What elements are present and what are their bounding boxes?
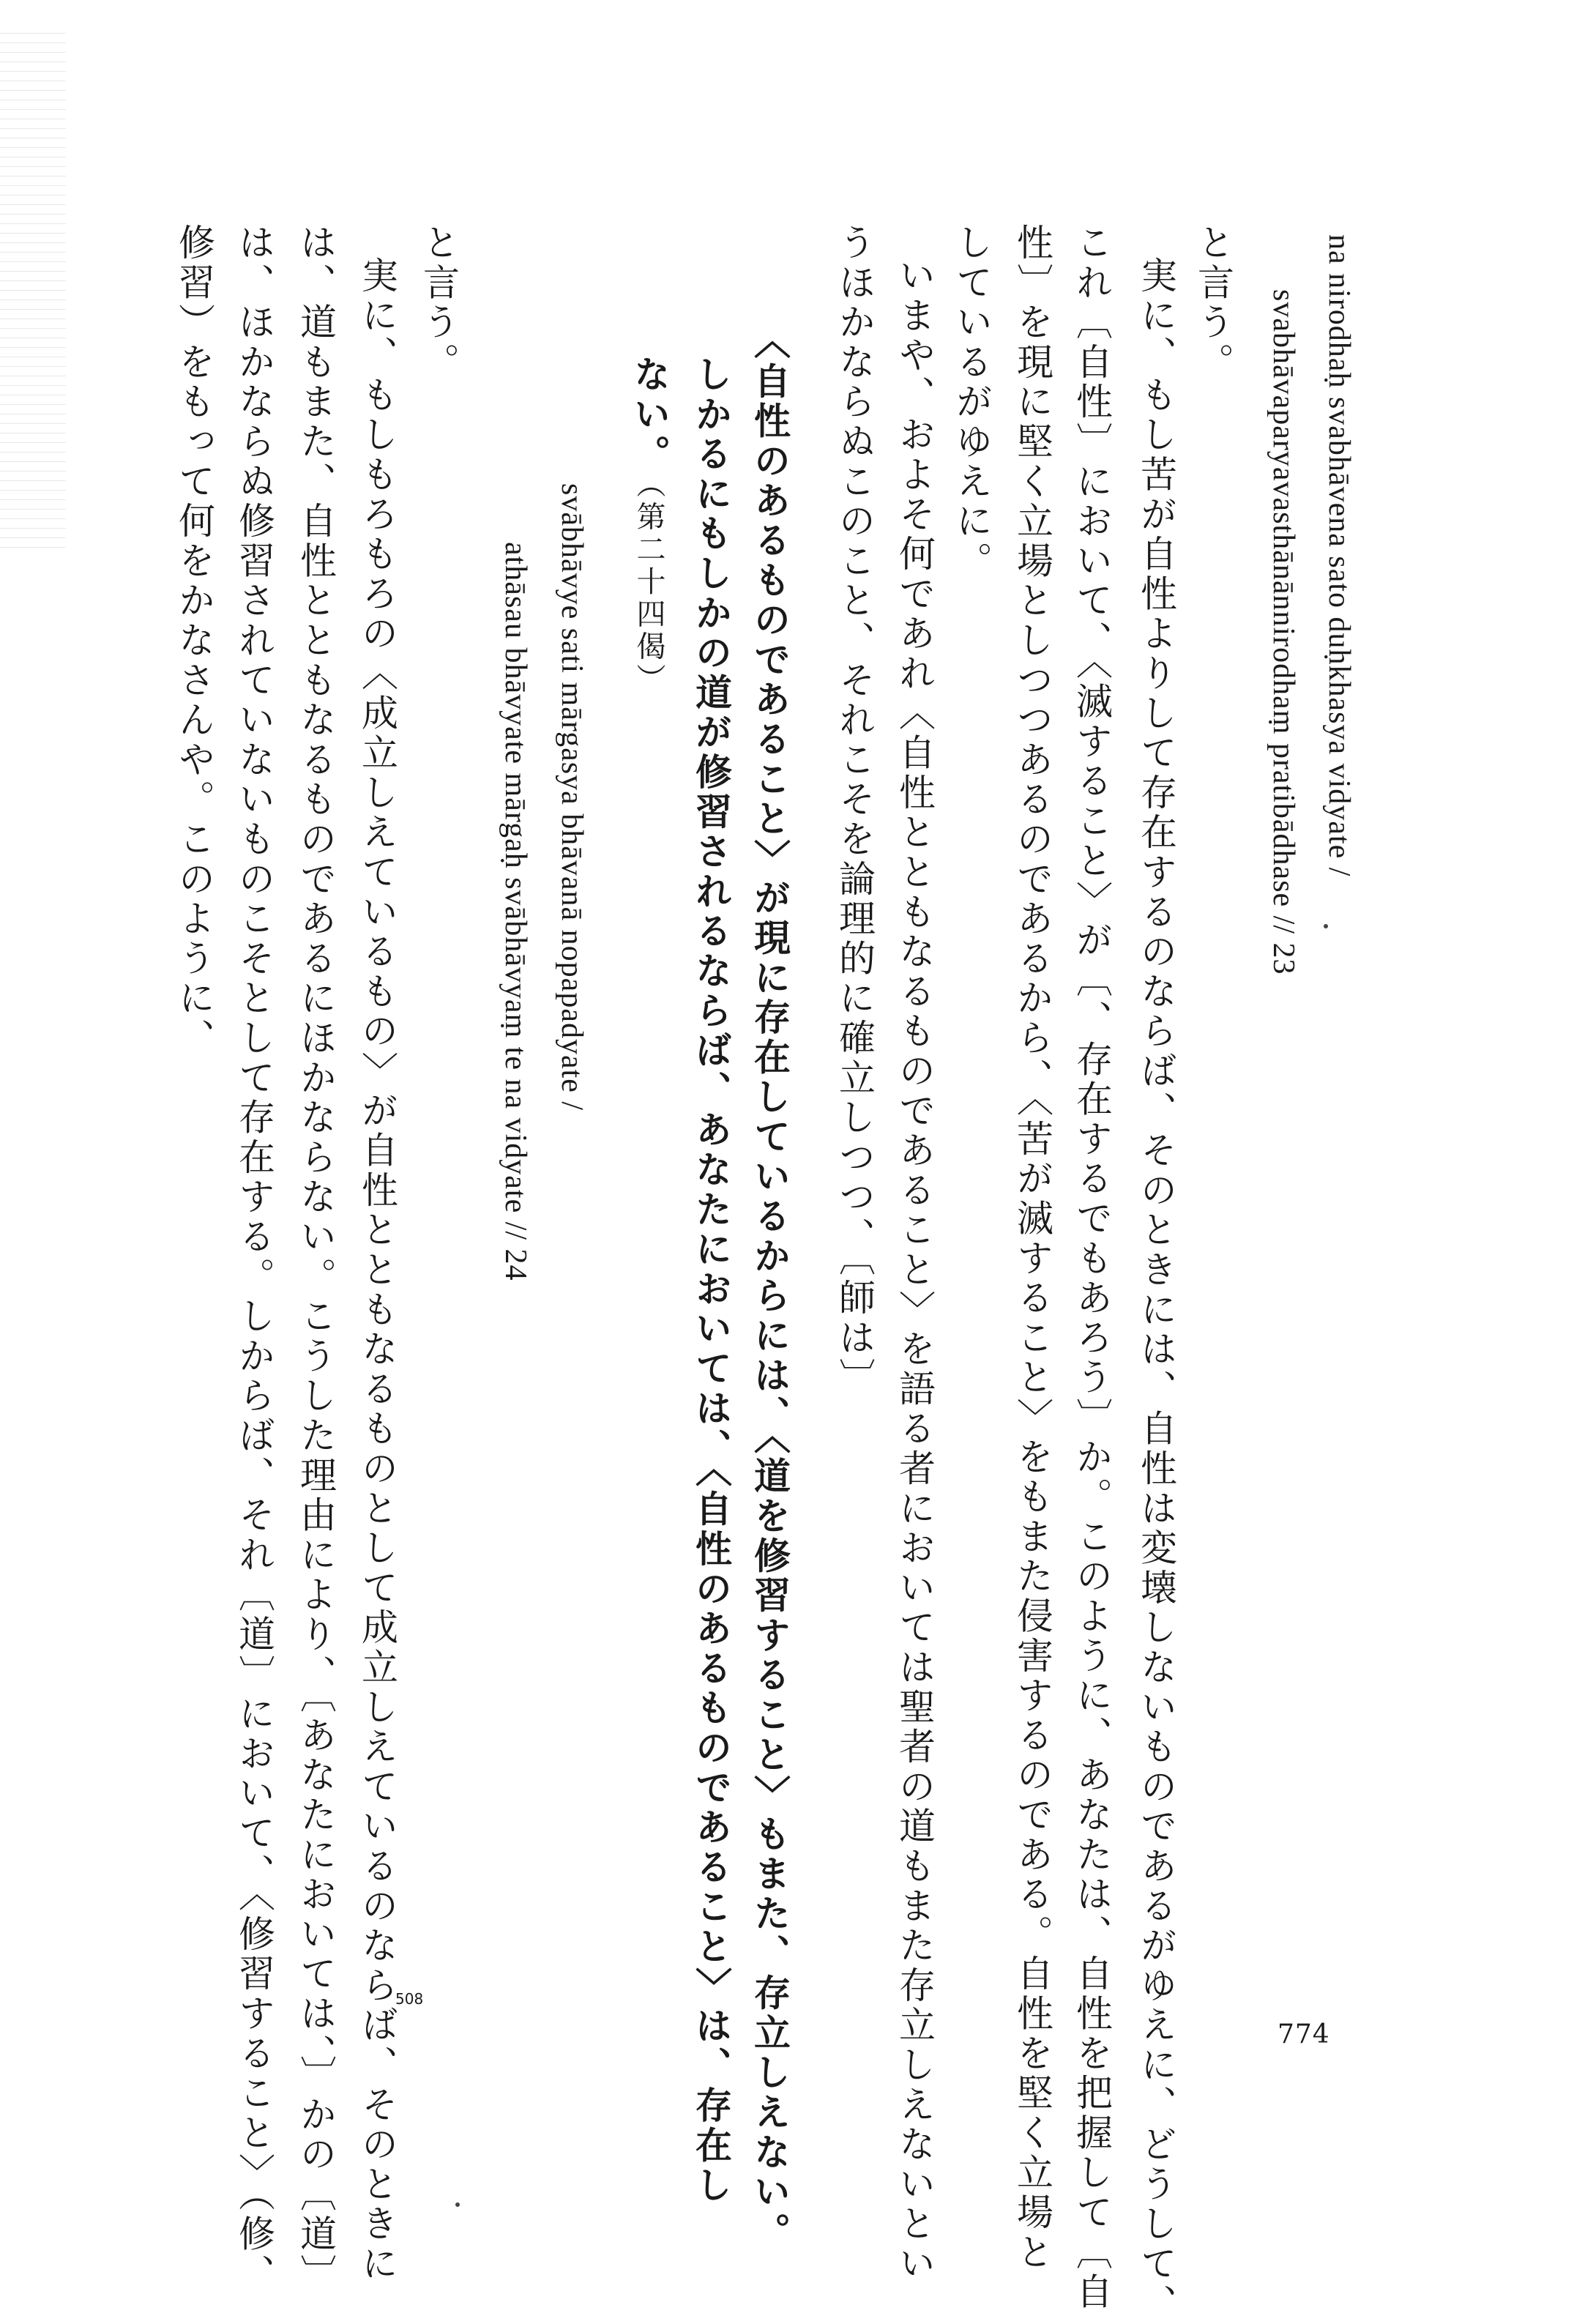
text-column-7: うほかならぬこのこと、それこそを論理的に確立しつつ、〔師は〕 <box>833 223 876 1398</box>
verse-translation-line-1: 〈自性のあるものであること〉が現に存在しているからには、〈道を修習すること〉もまた、存立しえない。 <box>748 322 791 2252</box>
scan-edge-artifact <box>0 29 66 556</box>
verse-23-line-1: na nirodhaḥ svabhāvena sato duḥkhasya vidyate / <box>1322 234 1356 877</box>
verse-23-line-2: svabhāvaparyavasthānānnirodhaṃ pratibādhase // 23 <box>1267 289 1300 975</box>
verse-24-line-2: athāsau bhāvyate mārgaḥ svābhāvyaṃ te na vidyate // 24 <box>499 542 532 1281</box>
text-column-11: は、ほかならぬ修習されていないものこそとして存在する。しからば、それ〔道〕において、〈修習すること〉（修、 <box>233 223 275 2294</box>
verse-translation-line-2: しかるにもしかの道が修習されるならば、あなたにおいては、〈自性のあるものであること〉は、存在し <box>690 355 733 2206</box>
text-column-4: 性〕を現に堅く立場としつつあるのであるから、〈苦が滅すること〉をもまた侵害するのである。自性を堅く立場と <box>1011 223 1053 2273</box>
speck-mark <box>1324 924 1328 928</box>
text-column-9: 実に、もしもろもろの〈成立しえているもの〉が自性とともなるものとして成立しえているのならば、そのときに <box>356 256 398 2284</box>
text-column-8: と言う。 <box>417 223 460 383</box>
text-column-12: 修習）をもって何をかなさんや。このように、 <box>173 223 215 1059</box>
text-column-1: と言う。 <box>1192 223 1234 383</box>
text-column-3: これ〔自性〕において、〈滅すること〉が〔、存在するでもあろう〕か。このように、あなたは、自性を把握して〔自 <box>1070 223 1113 2312</box>
page-number: 774 <box>1278 2019 1330 2049</box>
verse-translation-line-3: ない。 <box>628 355 671 474</box>
text-column-10: は、道もまた、自性とともなるものであるにほかならない。こうした理由により、〔あなたにおいては、〕かの〔道〕 <box>294 223 337 2294</box>
verse-24-number: （第二十四偈） <box>632 469 665 696</box>
text-column-5: しているがゆえに。 <box>950 223 993 581</box>
footer-mark: 508 <box>395 1990 424 2008</box>
speck-mark <box>455 2202 460 2207</box>
text-column-6: いまや、およそ何であれ〈自性とともなるものであること〉を語る者においては聖者の道もまた存立しえないとい <box>893 256 936 2284</box>
text-column-2: 実に、もし苦が自性よりして存在するのならば、そのときには、自性は変壊しないものであるがゆえに、どうして、 <box>1135 256 1177 2324</box>
verse-24-line-1: svābhāvye sati mārgasya bhāvanā nopapadyate / <box>555 483 589 1111</box>
